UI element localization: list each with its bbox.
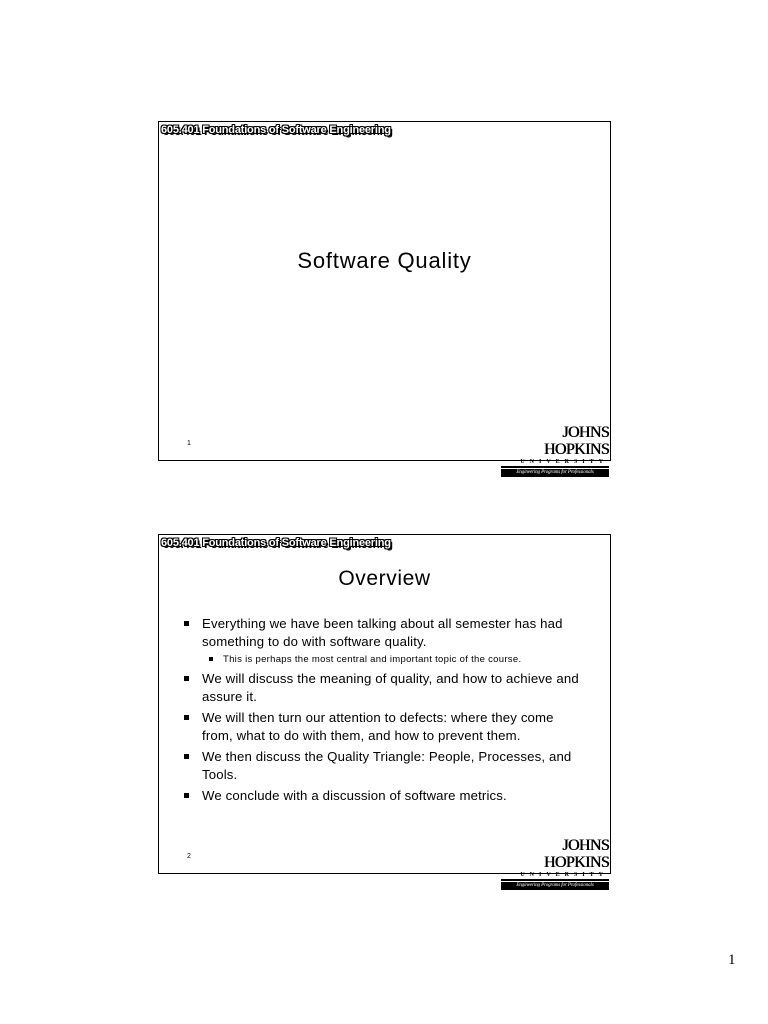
logo-university: UNIVERSITY (501, 871, 609, 881)
slide-title: Software Quality (297, 248, 472, 273)
bullet-item: We conclude with a discussion of software metrics. (181, 787, 581, 805)
page-number: 1 (728, 952, 736, 968)
bullet-item: We then discuss the Quality Triangle: People, Processes, and Tools. (181, 748, 581, 784)
course-header: 605.401 Foundations of Software Engineering (161, 124, 391, 136)
slide-number: 1 (187, 440, 191, 447)
logo-name: JOHNS HOPKINS (543, 837, 609, 871)
bullet-list (181, 615, 581, 808)
johns-hopkins-logo (501, 424, 609, 475)
course-header: 605.401 Foundations of Software Engineering (161, 537, 391, 549)
slide-1 (158, 121, 611, 475)
bullet-item: Everything we have been talking about all semester has had something to do with software quality. (181, 615, 581, 651)
logo-tagline: Engineering Programs for Professionals (501, 882, 609, 890)
sub-bullet-item: This is perhaps the most central and important topic of the course. (181, 653, 581, 666)
bullet-item: We will then turn our attention to defects: where they come from, what to do with them, and how to prevent them. (181, 709, 581, 745)
bullet-item: We will discuss the meaning of quality, and how to achieve and assure it. (181, 670, 581, 706)
logo-university: UNIVERSITY (501, 458, 609, 468)
slide-2 (158, 534, 611, 888)
slide-number: 2 (187, 853, 191, 860)
johns-hopkins-logo (501, 837, 609, 888)
logo-name: JOHNS HOPKINS (543, 424, 609, 458)
logo-tagline: Engineering Programs for Professionals (501, 469, 609, 477)
slide-title: Overview (338, 567, 431, 590)
